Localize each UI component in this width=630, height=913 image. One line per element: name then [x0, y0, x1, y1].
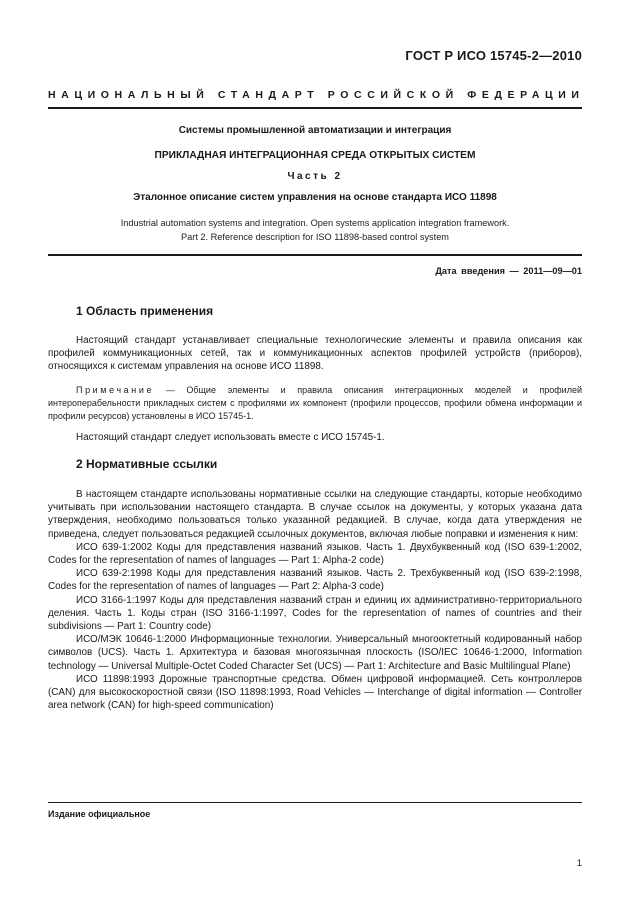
ref-item: ИСО 11898:1993 Дорожные транспортные средства. Обмен цифровой информацией. Сеть контроллеров (CAN) для высокоскоростной связи (ISO 11898:1993, Road Vehicles — Interchange of digital information — Controller area network (CAN) for high-speed communication) [48, 673, 582, 712]
header-rule [48, 107, 582, 109]
title-part: Часть 2 [287, 171, 343, 182]
ref-item: ИСО/МЭК 10646-1:2000 Информационные технологии. Универсальный многооктетный кодированный набор символов (UCS). Часть 1. Архитектура и базовая многоязычная плоскость (ISO/IEC 10646-1:2000, Information technology — Universal Multiple-Octet Coded Character Set (UCS) — Part 1: Architecture and Basic Multilingual Plane) [48, 634, 582, 672]
footer-rule [48, 802, 582, 803]
standard-designation: ГОСТ Р ИСО 15745-2—2010 [405, 48, 582, 63]
section1-para2: Настоящий стандарт следует использовать вместе с ИСО 15745-1. [76, 432, 385, 443]
note-text: — Общие элементы и правила описания интеграционных моделей и профилей интероперабельности прикладных систем с профилями их компонент (профили процессов, профили обмена информации и профили ресурсов) установлены в ИСО 15745-1. [48, 385, 582, 421]
title-subtitle: Эталонное описание систем управления на основе стандарта ИСО 11898 [133, 192, 497, 203]
section1-heading: 1 Область применения [76, 304, 214, 318]
section2-heading: 2 Нормативные ссылки [76, 457, 218, 471]
introduction-date: Дата введения — 2011—09—01 [435, 266, 582, 276]
title-english-line2: Part 2. Reference description for ISO 11898-based control system [181, 232, 449, 242]
section1-note [48, 384, 582, 422]
title-rule [48, 254, 582, 256]
section2-intro: В настоящем стандарте использованы нормативные ссылки на следующие стандарты, которые необходимо учитывать при использовании настоящего стандарта. В случае ссылок на документы, у которых указана дата утверждения, необходимо пользоваться только указанной редакцией. В случае, когда дата утверждения не приведена, следует пользоваться редакцией ссылочных документов, включая любые поправки и изменения к ним: [48, 489, 582, 540]
official-edition-label: Издание официальное [48, 809, 151, 819]
title-main: ПРИКЛАДНАЯ ИНТЕГРАЦИОННАЯ СРЕДА ОТКРЫТЫХ СИСТЕМ [154, 150, 476, 161]
section2-body [48, 488, 582, 712]
ref-item: ИСО 639-2:1998 Коды для представления названий языков. Часть 2. Трехбуквенный код (ISO 639-2:1998, Codes for the representation of names of languages — Part 2: Alpha-3 code) [48, 568, 582, 593]
title-english [48, 216, 582, 244]
national-standard-banner: НАЦИОНАЛЬНЫЙ СТАНДАРТ РОССИЙСКОЙ ФЕДЕРАЦИИ [48, 89, 585, 101]
page-number: 1 [576, 858, 582, 869]
section1-para1: Настоящий стандарт устанавливает специальные технологические элементы и правила описания как профилей коммуникационных сетей, так и коммуникационных аспектов профилей устройств (приборов), относящихся к системам управления на основе ИСО 11898. [48, 335, 582, 373]
note-label: Примечание [76, 385, 155, 395]
ref-item: ИСО 3166-1:1997 Коды для представления названий стран и единиц их административно-территориального деления. Часть 1. Коды стран (ISO 3166-1:1997, Codes for the representation of names of countries and their subdivisions — Part 1: Country code) [48, 594, 582, 633]
title-series: Системы промышленной автоматизации и интеграция [178, 125, 452, 136]
title-english-line1: Industrial automation systems and integration. Open systems application integration framework. [120, 218, 510, 228]
ref-item: ИСО 639-1:2002 Коды для представления названий языков. Часть 1. Двухбуквенный код (ISO 639-1:2002, Codes for the representation of names of languages — Part 1: Alpha-2 code) [48, 541, 582, 567]
